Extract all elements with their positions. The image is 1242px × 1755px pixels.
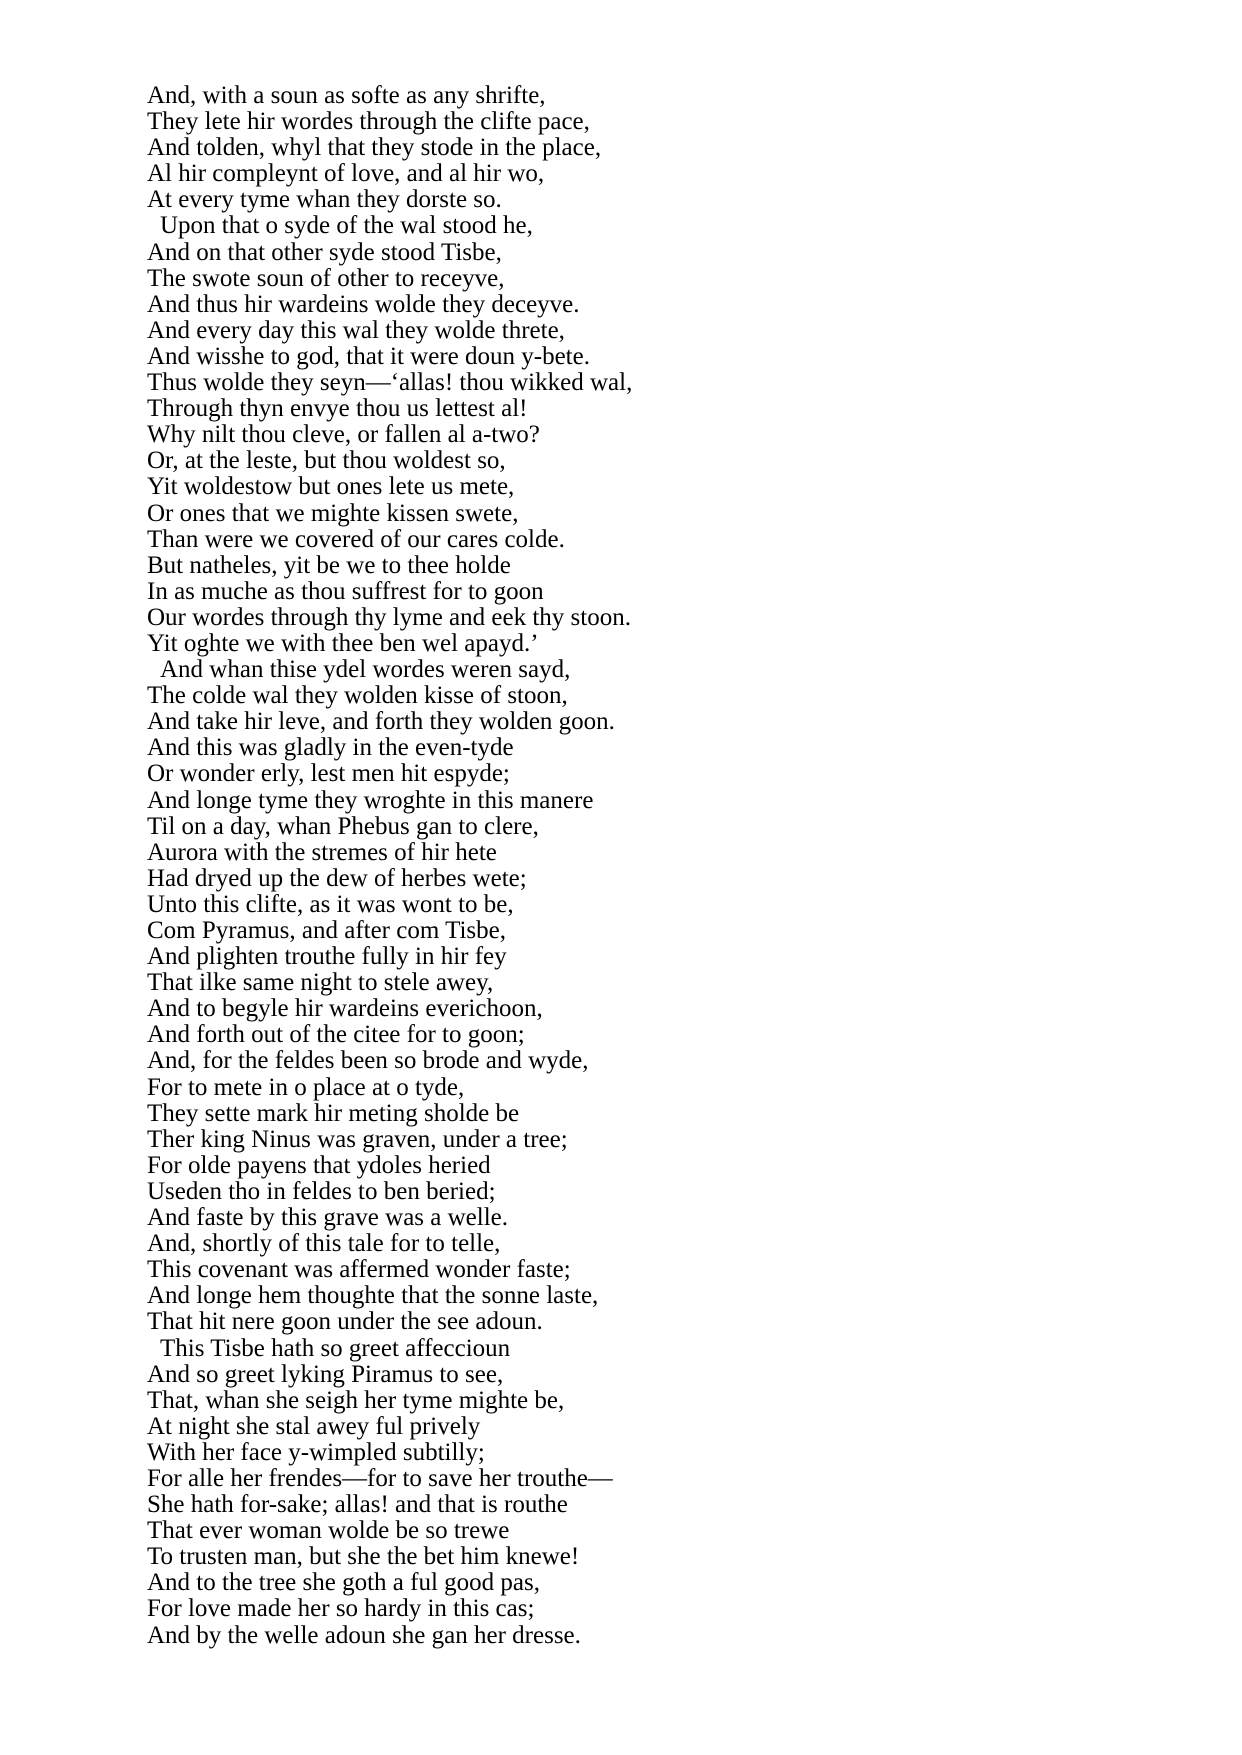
poem-line: In as muche as thou suffrest for to goon bbox=[147, 577, 544, 605]
poem-line: And, with a soun as softe as any shrifte, bbox=[147, 82, 546, 109]
poem-line: And every day this wal they wolde threte, bbox=[147, 316, 565, 344]
poem-line: And so greet lyking Piramus to see, bbox=[147, 1360, 504, 1388]
poem-line: Our wordes through thy lyme and eek thy stoon. bbox=[147, 603, 631, 631]
poem-line: And thus hir wardeins wolde they deceyve. bbox=[147, 290, 580, 318]
poem-line: And to the tree she goth a ful good pas, bbox=[147, 1569, 540, 1597]
poem-line: And take hir leve, and forth they wolden goon. bbox=[147, 708, 615, 736]
poem-line: But natheles, yit be we to thee holde bbox=[147, 551, 511, 579]
poem-line: Or ones that we mighte kissen swete, bbox=[147, 499, 519, 527]
poem-line: To trusten man, but she the bet him knewe! bbox=[147, 1543, 580, 1571]
poem-line: The swote soun of other to receyve, bbox=[147, 264, 505, 292]
poem-line: Thus wolde they seyn—‘allas! thou wikked wal, bbox=[147, 369, 633, 397]
poem-line: That, whan she seigh her tyme mighte be, bbox=[147, 1386, 565, 1414]
poem-line: And plighten trouthe fully in hir fey bbox=[147, 943, 507, 971]
poem-line: Had dryed up the dew of herbes wete; bbox=[147, 864, 527, 892]
poem-line: And, for the feldes been so brode and wyde, bbox=[147, 1047, 589, 1075]
poem-line: This covenant was affermed wonder faste; bbox=[147, 1256, 571, 1284]
poem-line: That ilke same night to stele awey, bbox=[147, 969, 494, 997]
poem-line: Unto this clifte, as it was wont to be, bbox=[147, 890, 514, 918]
poem-line: Com Pyramus, and after com Tisbe, bbox=[147, 917, 507, 944]
poem-line: That hit nere goon under the see adoun. bbox=[147, 1308, 543, 1336]
poem-line: And whan thise ydel wordes weren sayd, bbox=[160, 656, 571, 684]
poem-line: They sette mark hir meting sholde be bbox=[147, 1099, 520, 1127]
poem-line: And by the welle adoun she gan her dresse. bbox=[147, 1621, 581, 1649]
poem-line: Yit woldestow but ones lete us mete, bbox=[147, 473, 515, 501]
poem-line: And faste by this grave was a welle. bbox=[147, 1204, 508, 1232]
poem-line: For to mete in o place at o tyde, bbox=[147, 1073, 465, 1101]
poem-line: And tolden, whyl that they stode in the place, bbox=[147, 134, 602, 162]
poem-line: Al hir compleynt of love, and al hir wo, bbox=[147, 160, 545, 188]
poem-line: Than were we covered of our cares colde. bbox=[147, 525, 565, 553]
poem-line: Aurora with the stremes of hir hete bbox=[147, 838, 497, 866]
poem-line: And wisshe to god, that it were doun y-bete. bbox=[147, 342, 590, 370]
poem-line: Through thyn envye thou us lettest al! bbox=[147, 395, 528, 423]
poem-text-block bbox=[147, 83, 632, 1649]
poem-line: Til on a day, whan Phebus gan to clere, bbox=[147, 812, 539, 840]
poem-line: At night she stal awey ful prively bbox=[147, 1412, 481, 1440]
poem-line: That ever woman wolde be so trewe bbox=[147, 1517, 510, 1545]
poem-line: This Tisbe hath so greet affeccioun bbox=[160, 1334, 511, 1362]
poem-line: And, shortly of this tale for to telle, bbox=[147, 1230, 501, 1258]
poem-line: And longe tyme they wroghte in this manere bbox=[147, 786, 594, 814]
poem-line: Or, at the leste, but thou woldest so, bbox=[147, 447, 506, 475]
poem-line: Ther king Ninus was graven, under a tree; bbox=[147, 1125, 568, 1153]
poem-line: And to begyle hir wardeins everichoon, bbox=[147, 995, 543, 1023]
poem-line: With her face y-wimpled subtilly; bbox=[147, 1438, 485, 1466]
poem-line: Useden tho in feldes to ben beried; bbox=[147, 1177, 496, 1205]
poem-line: For olde payens that ydoles heried bbox=[147, 1151, 491, 1179]
poem-line: And longe hem thoughte that the sonne laste, bbox=[147, 1282, 599, 1310]
poem-line: Yit oghte we with thee ben wel apayd.’ bbox=[147, 629, 539, 657]
poem-line: They lete hir wordes through the clifte pace, bbox=[147, 108, 590, 136]
poem-line: And forth out of the citee for to goon; bbox=[147, 1021, 525, 1049]
poem-line: Why nilt thou cleve, or fallen al a-two? bbox=[147, 421, 540, 449]
poem-line: The colde wal they wolden kisse of stoon, bbox=[147, 682, 568, 710]
poem-line: And on that other syde stood Tisbe, bbox=[147, 238, 502, 266]
poem-line: She hath for-sake; allas! and that is routhe bbox=[147, 1491, 568, 1519]
poem-line: For love made her so hardy in this cas; bbox=[147, 1595, 535, 1623]
poem-line: Upon that o syde of the wal stood he, bbox=[160, 212, 533, 240]
poem-line: At every tyme whan they dorste so. bbox=[147, 186, 502, 214]
poem-line: And this was gladly in the even-tyde bbox=[147, 734, 514, 762]
poem-line: Or wonder erly, lest men hit espyde; bbox=[147, 760, 510, 788]
poem-line: For alle her frendes—for to save her trouthe— bbox=[147, 1464, 613, 1492]
